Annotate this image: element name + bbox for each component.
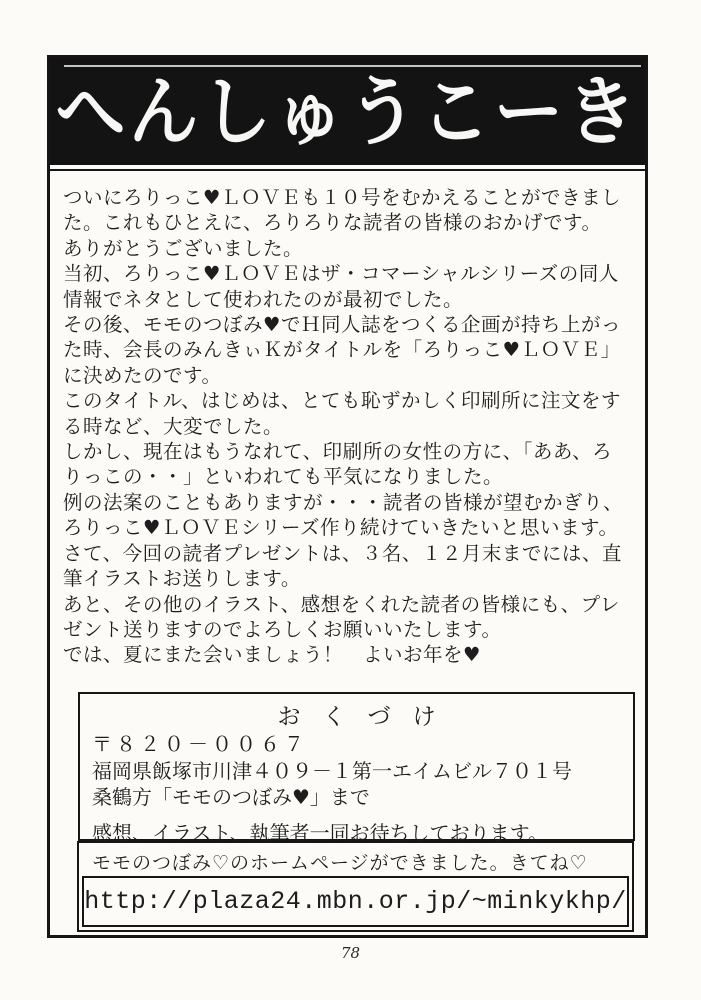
afterword-line: しかし、現在はもうなれて、印刷所の女性の方に、「ああ、ろ [63, 440, 613, 464]
url-box [82, 876, 629, 927]
afterword-line: た時、会長のみんきぃＫがタイトルを「ろりっこ♥ＬＯＶＥ」 [63, 338, 621, 362]
afterword-line: 筆イラストお送りします。 [63, 567, 301, 591]
afterword-line: りっこの・・」といわれても平気になりました。 [63, 465, 504, 489]
afterword-line: 情報でネタとして使われたのが最初でした。 [63, 287, 464, 311]
afterword-line: た。これもひとえに、ろりろりな読者の皆様のおかげです。 [63, 211, 602, 235]
afterword-line: では、夏にまた会いましょう！ よいお年を♥ [63, 643, 481, 667]
afterword-line: る時など、大変でした。 [63, 414, 284, 438]
afterword-line: ろりっこ♥ＬＯＶＥシリーズ作り続けていきたいと思います。 [63, 516, 619, 540]
colophon-box [78, 692, 635, 845]
banner-underline [50, 169, 645, 171]
postal-code: 〒８２０－００６７ [92, 732, 308, 756]
homepage-announcement: モモのつぼみ♡のホームページができました。きてね♡ [92, 852, 588, 874]
afterword-text [63, 185, 641, 668]
homepage-url: http://plaza24.mbn.or.jp/~minkykhp/ [84, 887, 627, 916]
homepage-box [77, 841, 634, 932]
afterword-line: に決めたのです。 [63, 363, 222, 387]
page-number: 78 [340, 944, 361, 962]
afterword-line: あと、その他のイラスト、感想をくれた読者の皆様にも、プレ [63, 592, 620, 616]
afterword-line: ありがとうございました。 [63, 236, 304, 260]
afterword-line: 当初、ろりっこ♥ＬＯＶＥはザ・コマーシャルシリーズの同人 [63, 262, 619, 286]
afterword-line: ついにろりっこ♥ＬＯＶＥも１０号をむかえることができまし [63, 186, 621, 209]
afterword-line: ゼント送りますのでよろしくお願いいたします。 [63, 617, 502, 641]
address-line: 福岡県飯塚市川津４０９－１第一エイムビル７０１号 [92, 758, 572, 783]
page-title: へんしゅうこーき [55, 67, 640, 156]
afterword-line: このタイトル、はじめは、とても恥ずかしく印刷所に注文をす [63, 389, 622, 413]
recipient-line: 桑鶴方「モモのつぼみ♥」まで [92, 785, 370, 809]
afterword-line: さて、今回の読者プレゼントは、３名、１２月末までには、直 [63, 541, 622, 565]
feedback-note: 感想、イラスト、執筆者一同お待ちしております。 [92, 820, 548, 845]
title-banner [50, 58, 645, 165]
afterword-line: その後、モモのつぼみ♥でＨ同人誌をつくる企画が持ち上がっ [63, 313, 621, 337]
afterword-line: 例の法案のこともありますが・・・読者の皆様が望むかぎり、 [63, 490, 624, 514]
colophon-title: おくづけ [277, 704, 458, 730]
